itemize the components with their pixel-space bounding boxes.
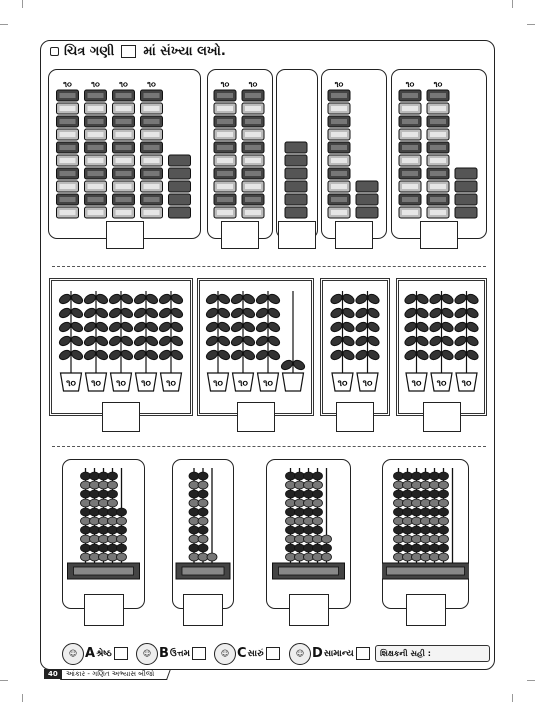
abacus-rod — [286, 468, 296, 563]
grade-label: સારું — [247, 648, 264, 659]
ten-stick-bundle — [214, 90, 236, 218]
abacus-rod — [108, 468, 118, 563]
plant-with-ten-leaves — [255, 291, 281, 391]
abacus-rod — [117, 468, 127, 563]
plant-with-ten-leaves — [158, 291, 184, 391]
stick-bundles-figure — [321, 72, 387, 222]
grade-a-checkbox[interactable] — [114, 647, 128, 660]
section-divider — [52, 446, 486, 447]
book-title-tab — [60, 669, 171, 680]
book-title: આંકાર - ગણિત અભ્યાસ બીજો — [65, 669, 154, 678]
grade-label: સામાન્ય — [323, 648, 354, 659]
instruction — [50, 44, 226, 59]
answer-box[interactable] — [335, 221, 373, 249]
stick-label: ૧૦ — [334, 80, 344, 89]
crop-mark — [22, 0, 23, 8]
grade-a — [62, 643, 128, 664]
abacus-figure — [172, 462, 234, 592]
smiley-icon: ☺ — [62, 643, 84, 665]
crop-mark — [527, 24, 535, 25]
crop-mark — [527, 680, 535, 681]
abacus-rod — [403, 468, 413, 563]
ten-stick-bundle — [113, 90, 135, 218]
abacus-rod — [439, 468, 449, 563]
abacus-rod — [394, 468, 404, 563]
abacus-rod — [304, 468, 314, 563]
abacus-base — [68, 563, 140, 579]
ten-stick-bundle — [242, 90, 264, 218]
abacus-rod — [207, 468, 217, 563]
plant-with-ten-leaves — [83, 291, 109, 391]
grade-d-checkbox[interactable] — [356, 647, 370, 660]
grade-letter: D — [312, 646, 323, 661]
potted-plants-figure — [396, 285, 487, 395]
pot-label: ૧૦ — [141, 379, 151, 389]
plant-with-ten-leaves — [58, 291, 84, 391]
abacus-figure — [62, 462, 145, 592]
answer-box[interactable] — [183, 594, 223, 626]
abacus-rod — [295, 468, 305, 563]
answer-box[interactable] — [406, 594, 446, 626]
crop-mark — [512, 0, 513, 8]
abacus-rod — [198, 468, 208, 563]
answer-box[interactable] — [278, 221, 316, 249]
stick-label: ૧૦ — [405, 80, 415, 89]
stick-label: ૧૦ — [91, 80, 100, 89]
stick-bundles-figure — [391, 72, 487, 222]
plant-with-ten-leaves — [428, 291, 454, 391]
plant-with-ten-leaves — [133, 291, 159, 391]
answer-box[interactable] — [423, 402, 461, 432]
plant-with-ten-leaves — [230, 291, 256, 391]
answer-box[interactable] — [336, 402, 374, 432]
grade-letter: C — [237, 646, 247, 661]
abacus-figure — [382, 462, 469, 592]
instruction-text: ચિત્ર ગણી — [64, 44, 115, 59]
single-sticks — [285, 142, 307, 218]
pot-label: ૧૦ — [461, 379, 472, 389]
pot-label: ૧૦ — [116, 379, 126, 389]
pot-label: ૧૦ — [337, 379, 348, 389]
ten-stick-bundle — [57, 90, 79, 218]
pot-label: ૧૦ — [91, 379, 101, 389]
section-divider — [52, 266, 486, 267]
answer-box[interactable] — [84, 594, 124, 626]
answer-box[interactable] — [106, 221, 144, 249]
abacus-base — [382, 563, 469, 579]
ten-stick-bundle — [328, 90, 350, 218]
answer-box[interactable] — [420, 221, 458, 249]
teacher-signature-field[interactable] — [375, 645, 490, 662]
pot-label: ૧૦ — [213, 379, 223, 389]
ten-stick-bundle — [85, 90, 107, 218]
abacus-rod — [189, 468, 199, 563]
plant-with-ten-leaves — [205, 291, 231, 391]
answer-box[interactable] — [237, 402, 275, 432]
plant-with-ten-leaves — [329, 291, 355, 391]
crop-mark — [512, 694, 513, 702]
footer — [44, 668, 169, 680]
plant-with-ten-leaves — [354, 291, 380, 391]
grade-d — [289, 643, 370, 664]
smiley-icon: ☺ — [136, 643, 158, 665]
plant-with-ten-leaves — [453, 291, 479, 391]
abacus-rod — [322, 468, 332, 563]
grade-letter: A — [85, 646, 96, 661]
abacus-rod — [313, 468, 323, 563]
stick-label: ૧૦ — [248, 80, 258, 89]
grade-b-checkbox[interactable] — [192, 647, 206, 660]
pot-label: ૧૦ — [66, 379, 76, 389]
signature-label: શિક્ષકની સહી : — [380, 648, 431, 658]
pot-label: ૧૦ — [436, 379, 447, 389]
abacus-figure — [266, 462, 351, 592]
stick-label: ૧૦ — [220, 80, 230, 89]
answer-box[interactable] — [102, 402, 140, 432]
ten-stick-bundle — [399, 90, 421, 218]
abacus-rod — [90, 468, 100, 563]
single-sticks — [169, 155, 191, 218]
stick-label: ૧૦ — [433, 80, 443, 89]
plant-single — [280, 291, 306, 391]
stick-bundles-figure — [207, 72, 273, 222]
pot-label: ૧૦ — [411, 379, 422, 389]
abacus-rod — [81, 468, 91, 563]
abacus-rod — [99, 468, 109, 563]
abacus-rod — [412, 468, 422, 563]
abacus-rod — [430, 468, 440, 563]
pot-label: ૧૦ — [166, 379, 176, 389]
stick-label: ૧૦ — [63, 80, 72, 89]
grade-c-checkbox[interactable] — [266, 647, 280, 660]
page-number: 40 — [44, 669, 62, 679]
pot-label: ૧૦ — [238, 379, 248, 389]
pot-label: ૧૦ — [263, 379, 273, 389]
stick-bundles-figure — [48, 72, 201, 222]
stick-label: ૧૦ — [147, 80, 156, 89]
grade-c — [214, 643, 280, 664]
crop-mark — [0, 680, 8, 681]
potted-plants-figure — [49, 285, 193, 395]
smiley-icon: ☺ — [214, 643, 236, 665]
smiley-icon: ☺ — [289, 643, 311, 665]
answer-box[interactable] — [221, 221, 259, 249]
stick-bundles-figure — [276, 72, 318, 222]
abacus-rod — [421, 468, 431, 563]
potted-plants-figure — [320, 285, 390, 395]
box-icon — [121, 45, 136, 58]
single-sticks — [455, 168, 477, 218]
stick-label: ૧૦ — [119, 80, 128, 89]
ten-stick-bundle — [427, 90, 449, 218]
single-sticks — [356, 181, 378, 218]
crop-mark — [22, 694, 23, 702]
pot-label: ૧૦ — [362, 379, 373, 389]
grade-label: ઉત્તમ — [169, 648, 190, 659]
potted-plants-figure — [197, 285, 314, 395]
bullet-icon — [50, 47, 59, 56]
plant-with-ten-leaves — [108, 291, 134, 391]
grade-letter: B — [159, 646, 169, 661]
crop-mark — [0, 24, 8, 25]
grade-b — [136, 643, 206, 664]
answer-box[interactable] — [289, 594, 329, 626]
ten-stick-bundle — [141, 90, 163, 218]
plant-with-ten-leaves — [403, 291, 429, 391]
abacus-base — [176, 563, 230, 579]
abacus-base — [273, 563, 345, 579]
grade-label: શ્રેષ્ઠ — [96, 648, 112, 659]
instruction-suffix: માં સંખ્યા લખો. — [143, 44, 226, 59]
